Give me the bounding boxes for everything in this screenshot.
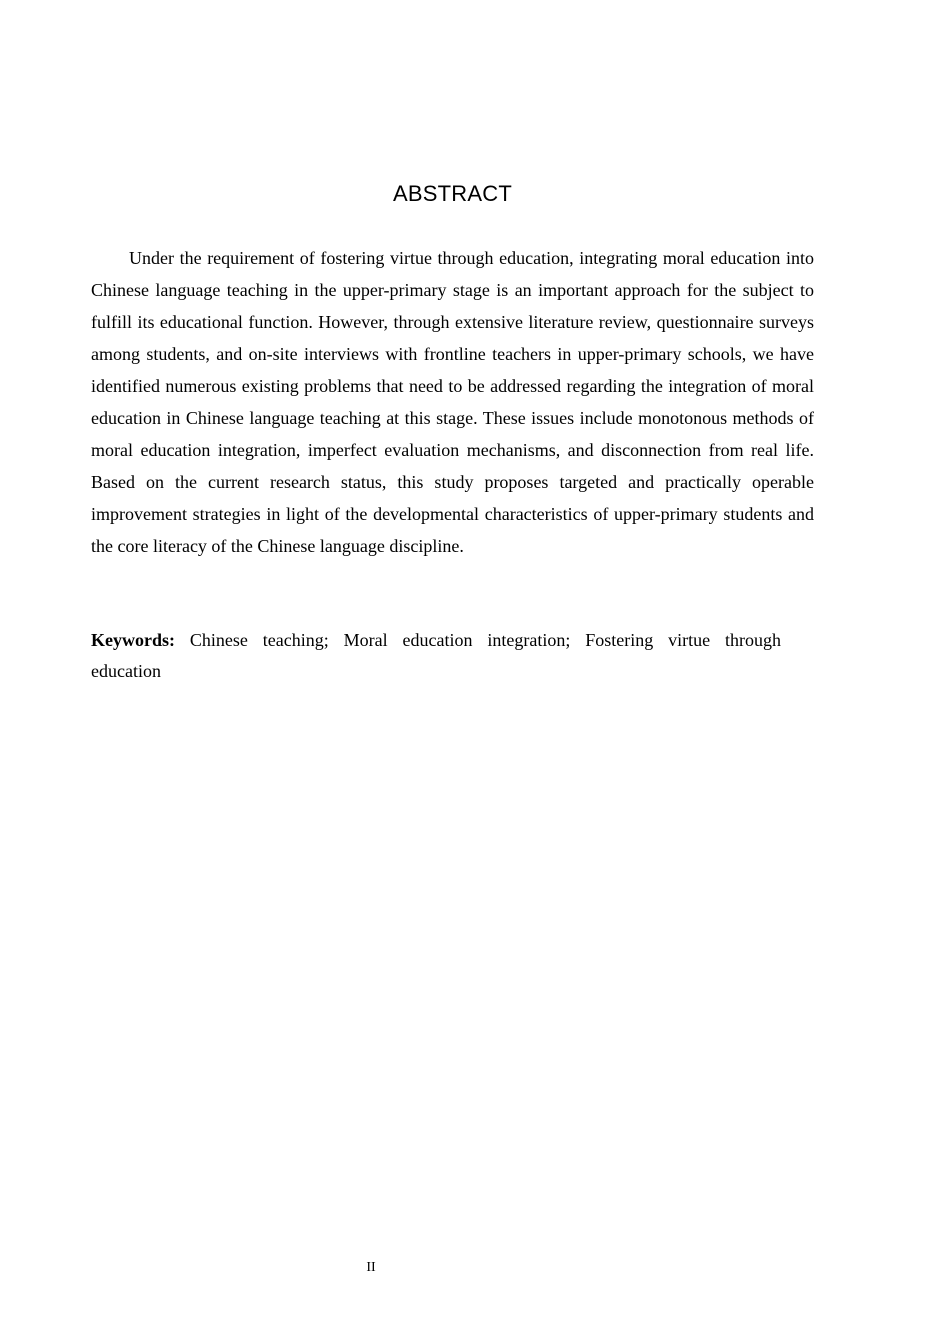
keywords-label: Keywords: [91,630,175,650]
abstract-title: ABSTRACT [393,181,512,206]
keywords-line [91,625,781,687]
abstract-paragraph: Under the requirement of fostering virtue through education, integrating moral education into Chinese language teaching in the upper-primary stage is an important approach for the subject to fulfill its educational function. However, through extensive literature review, questionnaire surveys among students, and on-site interviews with frontline teachers in upper-primary schools, we have identified numerous existing problems that need to be addressed regarding the integration of moral education in Chinese language teaching at this stage. These issues include monotonous methods of moral education integration, imperfect evaluation mechanisms, and disconnection from real life. Based on the current research status, this study proposes targeted and practically operable improvement strategies in light of the developmental characteristics of upper-primary students and the core literacy of the Chinese language discipline. [91,248,814,556]
keywords-text: Chinese teaching; Moral education integration; Fostering virtue through education [91,630,781,681]
page-number: II [366,1260,376,1275]
